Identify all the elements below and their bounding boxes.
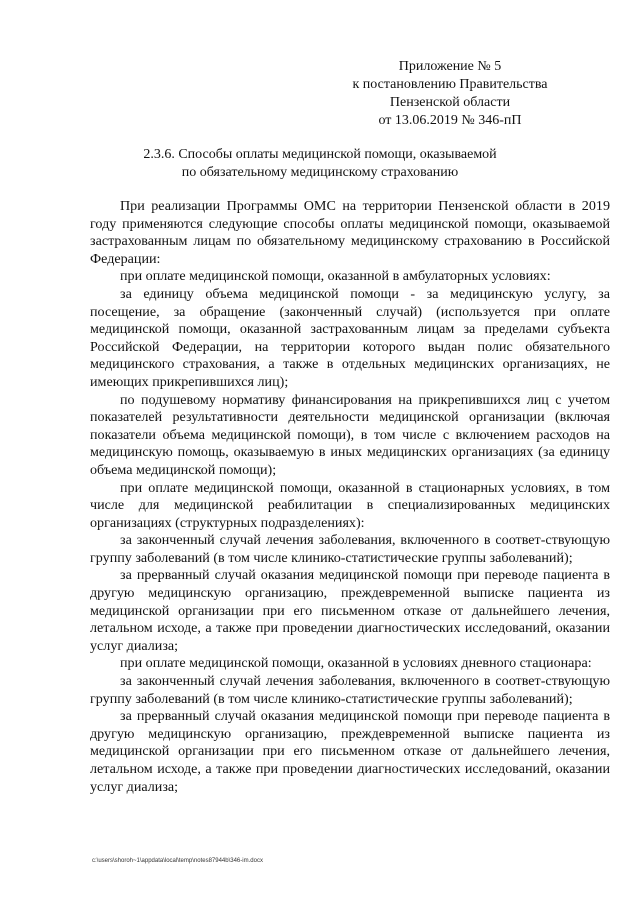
heading-line-2: по обязательному медицинскому страхованию (181, 165, 459, 180)
section-heading (60, 146, 580, 182)
paragraph-ambulatory-unit: за единицу объема медицинской помощи - за медицинскую услугу, за посещение, за обращение (законченный случай) (используется при оплате медицинской помощи, оказанной застрахованным лицам за пределами субъекта Российской Федерации, на территории которого выдан полис обязательного медицинского страхования, а также в отдельных медицинских организациях, не имеющих прикрепившихся лиц); (90, 285, 610, 390)
appendix-number: Приложение № 5 (398, 59, 502, 74)
paragraph-ambulatory: при оплате медицинской помощи, оказанной в амбулаторных условиях: (120, 268, 551, 285)
paragraph-day-hospital: при оплате медицинской помощи, оказанной в условиях дневного стационара: (120, 655, 592, 672)
paragraph-inpatient-completed: за законченный случай лечения заболевания, включенного в соответ-ствующую группу заболеваний (в том числе клинико-статистические группы заболеваний); (90, 532, 610, 566)
appendix-decree: к постановлению Правительства (352, 77, 548, 92)
paragraph-day-hospital-completed: за законченный случай лечения заболевания, включенного в соответ-ствующую группу заболеваний (в том числе клинико-статистические группы заболеваний); (90, 673, 610, 707)
appendix-block (300, 58, 600, 130)
paragraph-ambulatory-capitation: по подушевому нормативу финансирования на прикрепившихся лиц с учетом показателей результативности деятельности медицинской организации (включая показатели объема медицинской помощи), в том числе с включением расходов на медицинскую помощь, оказываемую в иных медицинских организациях (за единицу объема медицинской помощи); (90, 391, 610, 478)
appendix-region: Пензенской области (389, 95, 511, 110)
file-path-footer: c:\users\shoroh~1\appdata\local\temp\notes87944b\346-im.docx (92, 858, 263, 864)
paragraph-inpatient: при оплате медицинской помощи, оказанной в стационарных условиях, в том числе для медицинской реабилитации в специализированных медицинских организациях (структурных подразделениях): (90, 479, 610, 531)
heading-line-1: 2.3.6. Способы оплаты медицинской помощи, оказываемой (143, 147, 497, 162)
appendix-date: от 13.06.2019 № 346-пП (378, 113, 522, 128)
paragraph-intro: При реализации Программы ОМС на территории Пензенской области в 2019 году применяются следующие способы оплаты медицинской помощи, оказываемой застрахованным лицам по обязательному медицинскому страхованию в Российской Федерации: (90, 198, 610, 267)
paragraph-inpatient-interrupted: за прерванный случай оказания медицинской помощи при переводе пациента в другую медицинскую организацию, преждевременной выписке пациента из медицинской организации при его письменном отказе от дальнейшего лечения, летальном исходе, а также при проведении диагностических исследований, оказании услуг диализа; (90, 567, 610, 654)
document-body (90, 198, 610, 796)
paragraph-day-hospital-interrupted: за прерванный случай оказания медицинской помощи при переводе пациента в другую медицинскую организацию, преждевременной выписке пациента из медицинской организации при его письменном отказе от дальнейшего лечения, летальном исходе, а также при проведении диагностических исследований, оказании услуг диализа; (90, 708, 610, 795)
